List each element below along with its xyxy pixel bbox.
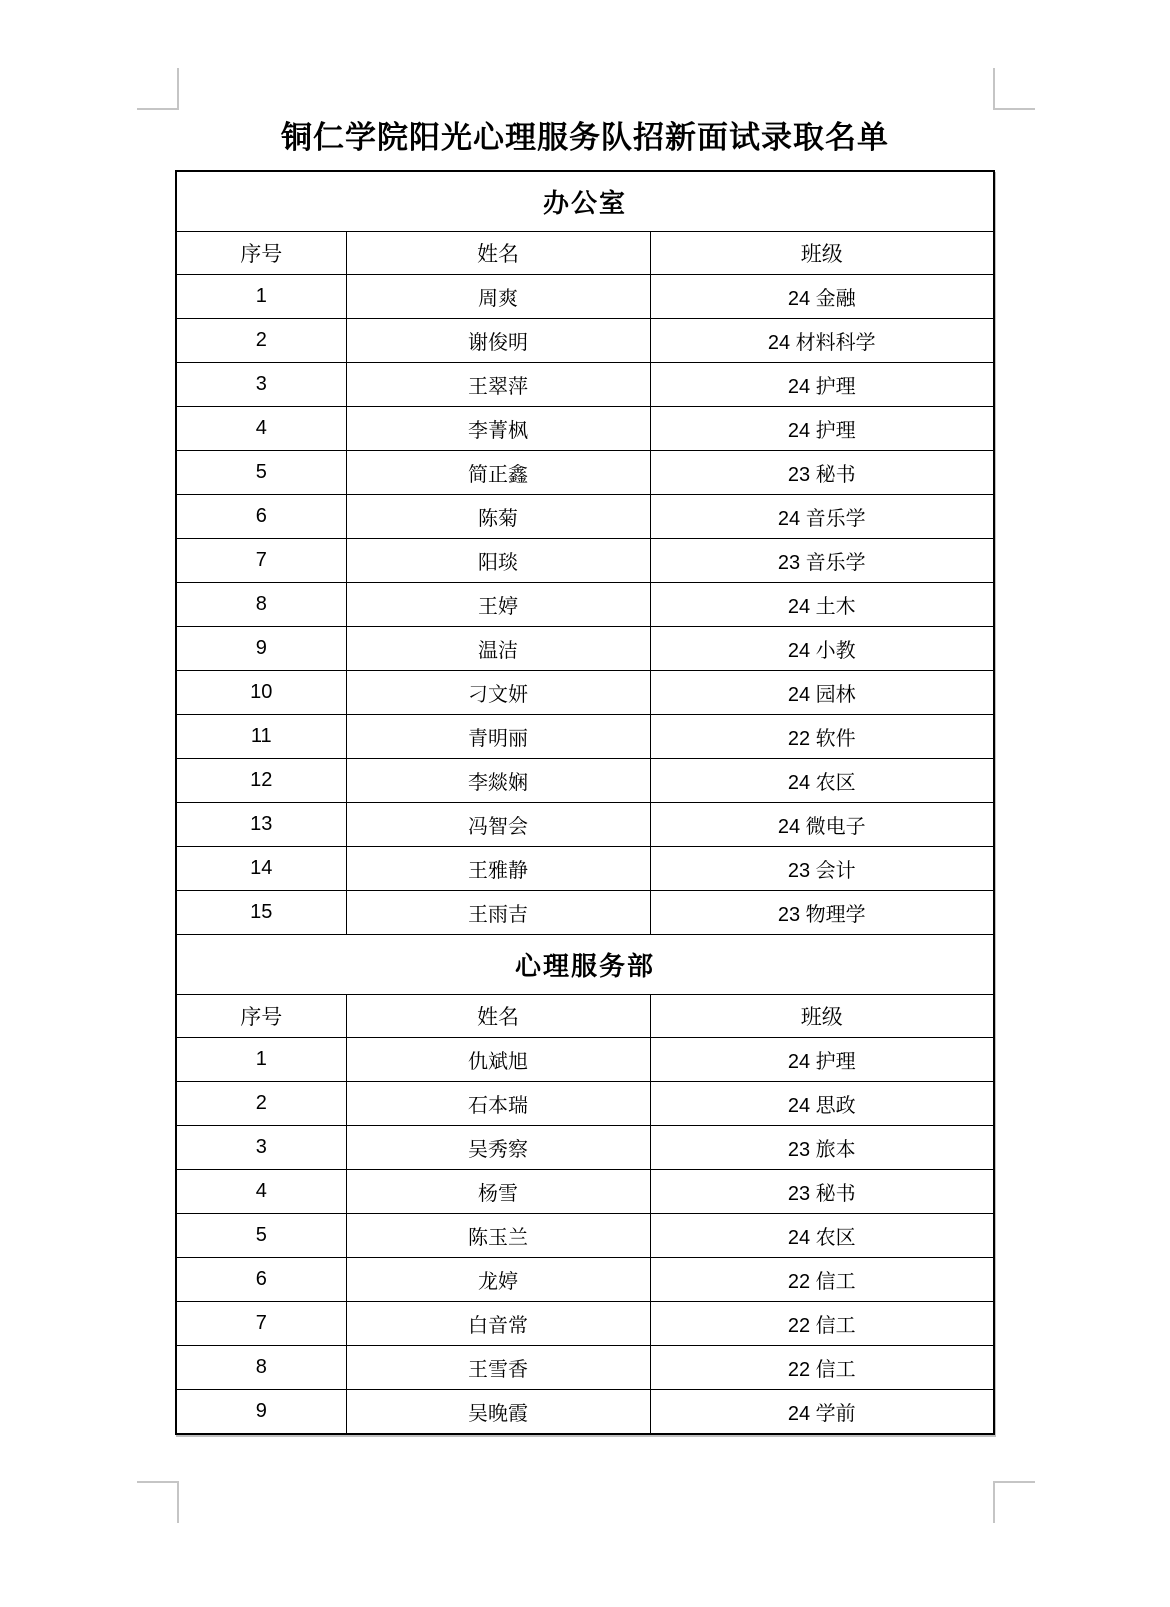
cell-name: 王翠萍 <box>346 363 650 407</box>
cell-no: 3 <box>176 363 346 407</box>
table-row <box>176 495 994 539</box>
cell-no: 7 <box>176 1302 346 1346</box>
cell-class: 24 农区 <box>650 759 994 803</box>
table-row <box>176 1082 994 1126</box>
table-row <box>176 1302 994 1346</box>
cell-class: 23 音乐学 <box>650 539 994 583</box>
table-row <box>176 1390 994 1435</box>
cell-name: 陈菊 <box>346 495 650 539</box>
table-row <box>176 1170 994 1214</box>
cell-no: 12 <box>176 759 346 803</box>
table-row <box>176 1038 994 1082</box>
cell-class: 24 护理 <box>650 363 994 407</box>
cell-name: 龙婷 <box>346 1258 650 1302</box>
cell-class: 24 学前 <box>650 1390 994 1435</box>
cell-name: 阳琰 <box>346 539 650 583</box>
cell-class: 23 秘书 <box>650 1170 994 1214</box>
table-row <box>176 803 994 847</box>
column-header: 姓名 <box>346 995 650 1038</box>
table-row <box>176 891 994 935</box>
table-row <box>176 539 994 583</box>
table-row <box>176 363 994 407</box>
cell-class: 22 软件 <box>650 715 994 759</box>
cell-no: 11 <box>176 715 346 759</box>
cell-name: 简正鑫 <box>346 451 650 495</box>
cell-name: 王婷 <box>346 583 650 627</box>
cell-name: 温洁 <box>346 627 650 671</box>
column-header: 序号 <box>176 995 346 1038</box>
cell-name: 王雅静 <box>346 847 650 891</box>
cell-name: 陈玉兰 <box>346 1214 650 1258</box>
table-row <box>176 583 994 627</box>
cell-class: 24 农区 <box>650 1214 994 1258</box>
cell-name: 吴秀察 <box>346 1126 650 1170</box>
column-header: 班级 <box>650 232 994 275</box>
cell-name: 吴晚霞 <box>346 1390 650 1435</box>
crop-mark-bottom-right <box>993 1481 1035 1523</box>
cell-name: 李燚娴 <box>346 759 650 803</box>
cell-no: 2 <box>176 1082 346 1126</box>
cell-name: 刁文妍 <box>346 671 650 715</box>
cell-class: 24 土木 <box>650 583 994 627</box>
cell-class: 23 秘书 <box>650 451 994 495</box>
cell-name: 李菁枫 <box>346 407 650 451</box>
roster-table-body <box>176 171 994 1434</box>
cell-no: 6 <box>176 495 346 539</box>
cell-no: 13 <box>176 803 346 847</box>
column-header: 班级 <box>650 995 994 1038</box>
table-row <box>176 1214 994 1258</box>
table-row <box>176 407 994 451</box>
page-title: 铜仁学院阳光心理服务队招新面试录取名单 <box>281 120 889 155</box>
cell-no: 6 <box>176 1258 346 1302</box>
table-row <box>176 847 994 891</box>
cell-name: 王雪香 <box>346 1346 650 1390</box>
cell-no: 8 <box>176 583 346 627</box>
table-row <box>176 759 994 803</box>
cell-no: 7 <box>176 539 346 583</box>
cell-no: 4 <box>176 1170 346 1214</box>
crop-mark-top-left <box>137 68 179 110</box>
cell-class: 24 园林 <box>650 671 994 715</box>
cell-name: 周爽 <box>346 275 650 319</box>
cell-no: 5 <box>176 1214 346 1258</box>
cell-no: 2 <box>176 319 346 363</box>
section-header-row <box>176 171 994 232</box>
cell-class: 22 信工 <box>650 1258 994 1302</box>
cell-class: 23 物理学 <box>650 891 994 935</box>
cell-name: 杨雪 <box>346 1170 650 1214</box>
table-row <box>176 1346 994 1390</box>
cell-class: 24 护理 <box>650 407 994 451</box>
cell-name: 王雨吉 <box>346 891 650 935</box>
cell-no: 10 <box>176 671 346 715</box>
table-row <box>176 275 994 319</box>
roster-table <box>175 170 995 1435</box>
cell-class: 24 微电子 <box>650 803 994 847</box>
cell-name: 青明丽 <box>346 715 650 759</box>
cell-name: 石本瑞 <box>346 1082 650 1126</box>
cell-no: 9 <box>176 1390 346 1435</box>
cell-class: 24 音乐学 <box>650 495 994 539</box>
table-row <box>176 1258 994 1302</box>
cell-class: 23 会计 <box>650 847 994 891</box>
cell-class: 24 金融 <box>650 275 994 319</box>
cell-no: 4 <box>176 407 346 451</box>
table-row <box>176 671 994 715</box>
cell-no: 3 <box>176 1126 346 1170</box>
table-row <box>176 319 994 363</box>
crop-mark-top-right <box>993 68 1035 110</box>
section-title: 心理服务部 <box>176 935 994 995</box>
cell-class: 24 小教 <box>650 627 994 671</box>
column-header-row <box>176 995 994 1038</box>
cell-no: 1 <box>176 275 346 319</box>
table-row <box>176 1126 994 1170</box>
column-header-row <box>176 232 994 275</box>
cell-class: 22 信工 <box>650 1302 994 1346</box>
cell-class: 24 材料科学 <box>650 319 994 363</box>
cell-name: 仇斌旭 <box>346 1038 650 1082</box>
cell-no: 5 <box>176 451 346 495</box>
cell-no: 8 <box>176 1346 346 1390</box>
crop-mark-bottom-left <box>137 1481 179 1523</box>
column-header: 序号 <box>176 232 346 275</box>
cell-class: 24 思政 <box>650 1082 994 1126</box>
cell-class: 24 护理 <box>650 1038 994 1082</box>
table-row <box>176 627 994 671</box>
cell-name: 白音常 <box>346 1302 650 1346</box>
cell-no: 14 <box>176 847 346 891</box>
table-row <box>176 451 994 495</box>
cell-name: 谢俊明 <box>346 319 650 363</box>
cell-no: 15 <box>176 891 346 935</box>
cell-name: 冯智会 <box>346 803 650 847</box>
section-header-row <box>176 935 994 995</box>
cell-class: 22 信工 <box>650 1346 994 1390</box>
cell-class: 23 旅本 <box>650 1126 994 1170</box>
cell-no: 9 <box>176 627 346 671</box>
roster-table-wrap <box>175 170 993 1435</box>
column-header: 姓名 <box>346 232 650 275</box>
section-title: 办公室 <box>176 171 994 232</box>
table-row <box>176 715 994 759</box>
cell-no: 1 <box>176 1038 346 1082</box>
